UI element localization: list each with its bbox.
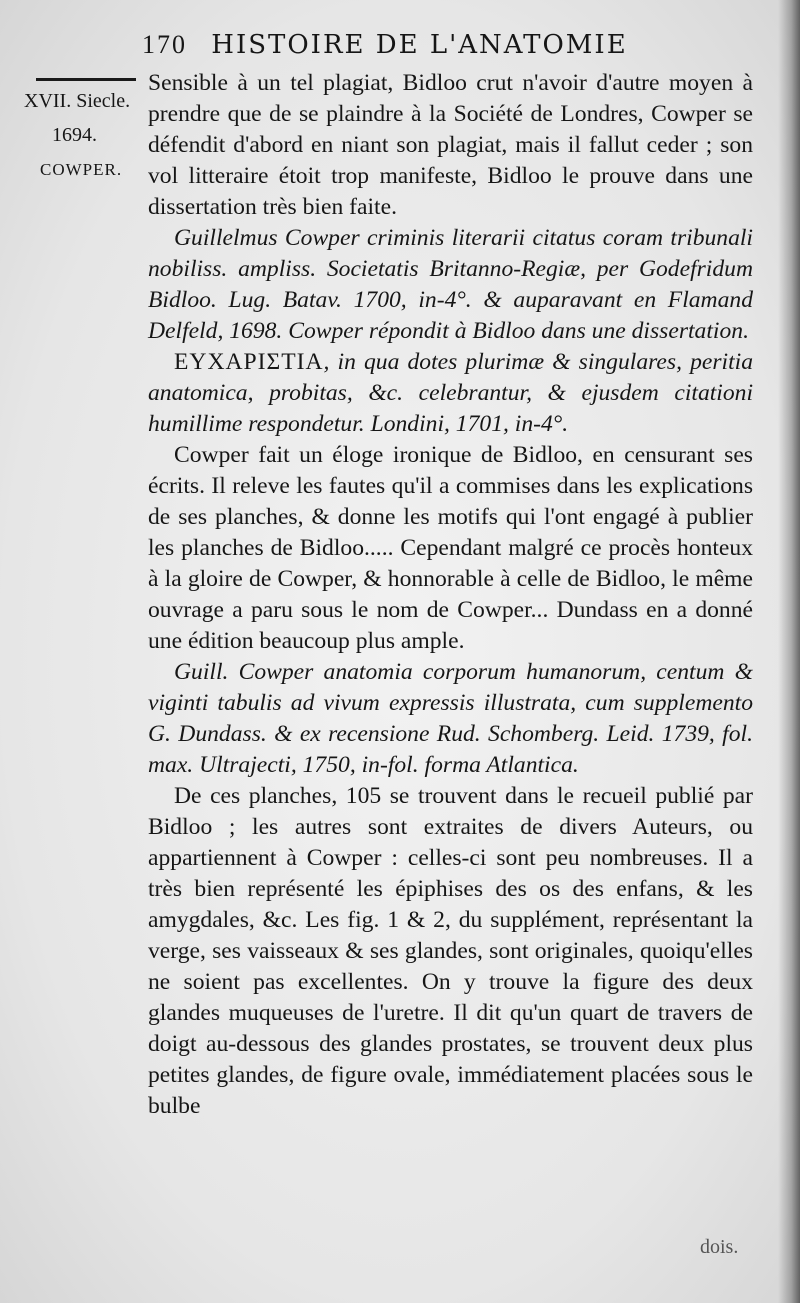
body-text: [148, 68, 753, 1122]
margin-note-century: XVII. Siecle.: [24, 90, 131, 112]
greek-title: ΕΥΧΑΡΙΣΤΙΑ: [174, 349, 324, 375]
page-number: 170: [142, 30, 187, 59]
page-gutter-shadow: [778, 0, 800, 1303]
running-header: [142, 30, 662, 64]
bleed-through-text: dois.: [700, 1236, 739, 1258]
paragraph-citation-cowper: Guillelmus Cowper criminis literarii citatus coram tribunali nobiliss. ampliss. Societatis Britanno-Regiæ, per Godefridum Bidloo. Lug. Batav. 1700, in-4°. & auparavant en Flamand Delfeld, 1698. Cowper répondit à Bidloo dans une dissertation.: [148, 225, 753, 344]
paragraph-citation-anatomia: Guill. Cowper anatomia corporum humanorum, centum & viginti tabulis ad vivum expressis illustrata, cum supplemento G. Dundass. & ex recensione Rud. Schomberg. Leid. 1739, fol. max. Ultrajecti, 1750, in-fol. forma Atlantica.: [148, 659, 753, 778]
paragraph-planches: De ces planches, 105 se trouvent dans le recueil publié par Bidloo ; les autres sont extraites de divers Auteurs, ou appartiennent à Cowper : celles-ci sont peu nombreuses. Il a très bien représenté les épiphises des os des enfans, & les amygdales, &c. Les fig. 1 & 2, du supplément, représentant la verge, ses vaisseaux & ses glandes, sont originales, quoiqu'elles ne soient pas excellentes. On y trouve la figure des deux glandes muqueuses de l'uretre. Il dit qu'un quart de travers de doigt au-dessous des glandes prostates, se trouvent deux plus petites glandes, de figure ovale, immédiatement placées sous le bulbe: [148, 783, 753, 1119]
margin-note-name: COWPER.: [40, 160, 123, 179]
margin-rule: [36, 78, 136, 81]
running-title: HISTOIRE DE L'ANATOMIE: [211, 30, 628, 60]
paragraph-eucharistia: [148, 347, 753, 440]
paragraph-ironic-eulogy: Cowper fait un éloge ironique de Bidloo, en censurant ses écrits. Il releve les fautes qu'il a commises dans les explications de ses planches, & donne les motifs qui l'ont engagé à publier les planches de Bidloo..... Cependant malgré ce procès honteux à la gloire de Cowper, & honnorable à celle de Bidloo, le même ouvrage a paru sous le nom de Cowper... Dundass en a donné une édition beaucoup plus ample.: [148, 442, 753, 654]
paragraph-plagiarism: Sensible à un tel plagiat, Bidloo crut n'avoir d'autre moyen à prendre que de se plaindre à la Société de Londres, Cowper se défendit d'abord en niant son plagiat, mais il fallut ceder ; son vol litteraire étoit trop manifeste, Bidloo le prouve dans une dissertation très bien faite.: [148, 70, 753, 220]
eucharistia-text: , in qua dotes plurimæ & singulares, peritia anatomica, probitas, &c. celebrantur, & ejusdem citationi humillime respondetur. Londini, 1701, in-4°.: [148, 349, 753, 437]
margin-note-year: 1694.: [52, 124, 97, 146]
